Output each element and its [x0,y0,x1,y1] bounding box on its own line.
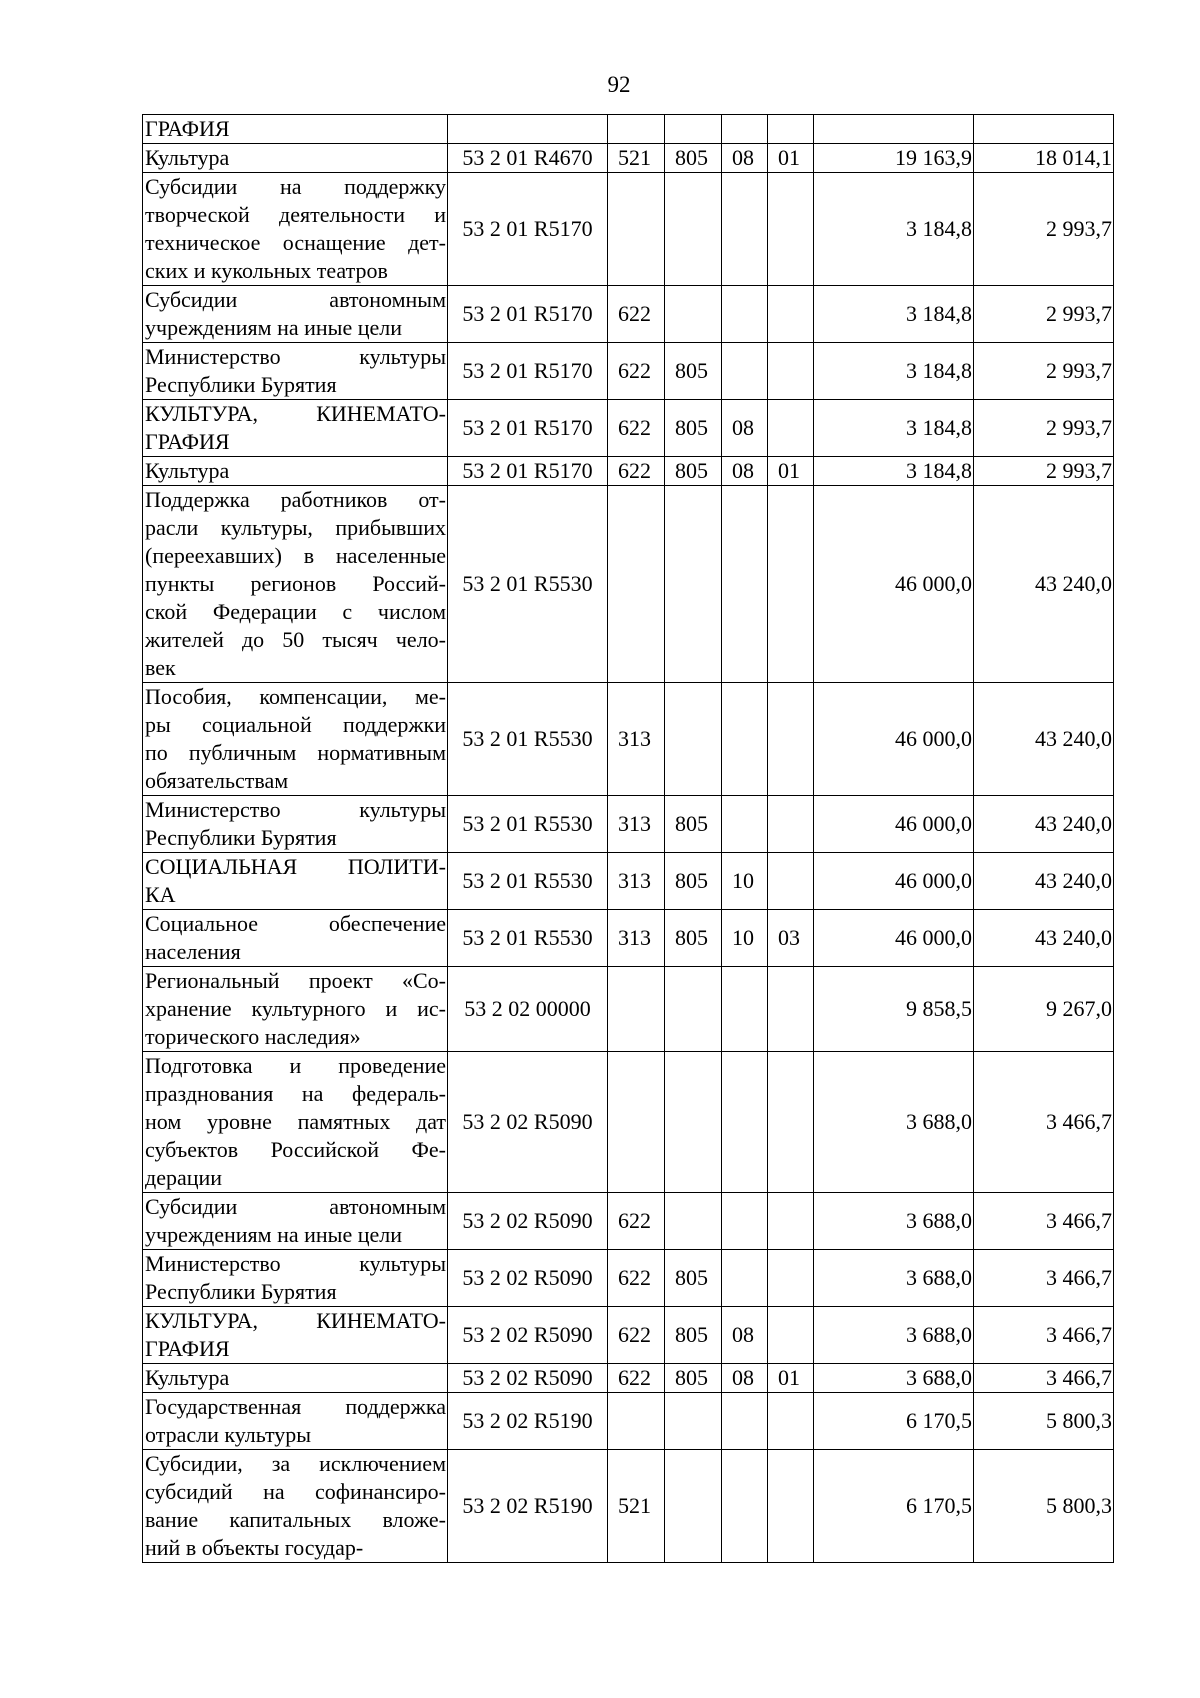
amount-year2-cell: 2 993,7 [974,400,1114,457]
amount-year1-cell: 6 170,5 [814,1393,974,1450]
target-article-cell: 53 2 02 R5090 [448,1307,608,1364]
target-article-cell: 53 2 01 R5530 [448,910,608,967]
item-name-line: Республики Бурятия [145,1279,337,1304]
section-cell [722,1393,768,1450]
table-row [143,1193,1114,1250]
target-article-cell: 53 2 02 R5090 [448,1250,608,1307]
subsection-cell [768,486,814,683]
amount-year2-cell: 2 993,7 [974,457,1114,486]
item-name-line: учреждениям на иные цели [145,315,402,340]
amount-year1-cell: 19 163,9 [814,144,974,173]
item-name-line: ской Федерации с числом [145,599,446,624]
item-name-cell [143,853,448,910]
section-cell [722,796,768,853]
item-name-line: ГРАФИЯ [145,1336,230,1361]
subsection-cell [768,1052,814,1193]
amount-year1-cell: 3 688,0 [814,1052,974,1193]
target-article-cell: 53 2 01 R5530 [448,486,608,683]
item-name-line: вание капитальных вложе- [145,1507,446,1532]
amount-year1-cell: 3 184,8 [814,457,974,486]
target-article-cell: 53 2 02 R5090 [448,1052,608,1193]
item-name-cell [143,1193,448,1250]
amount-year2-cell: 43 240,0 [974,910,1114,967]
amount-year1-cell: 46 000,0 [814,796,974,853]
table-row [143,1052,1114,1193]
section-cell: 08 [722,144,768,173]
table-row [143,1250,1114,1307]
item-name-line: ний в объекты государ- [145,1535,364,1560]
administrator-cell: 805 [665,400,722,457]
expense-type-cell: 521 [608,1450,665,1563]
target-article-cell: 53 2 01 R5170 [448,400,608,457]
item-name-line: дерации [145,1165,223,1190]
amount-year2-cell: 3 466,7 [974,1364,1114,1393]
target-article-cell: 53 2 01 R5170 [448,343,608,400]
item-name-line: ГРАФИЯ [145,116,230,141]
amount-year2-cell: 43 240,0 [974,683,1114,796]
table-row [143,144,1114,173]
item-name-line: хранение культурного и ис- [145,996,446,1021]
item-name-line: КУЛЬТУРА, КИНЕМАТО- [145,401,446,426]
section-cell [722,486,768,683]
item-name-cell [143,1364,448,1393]
administrator-cell: 805 [665,1250,722,1307]
amount-year1-cell: 46 000,0 [814,683,974,796]
item-name-line: техническое оснащение дет- [145,230,446,255]
section-cell [722,1052,768,1193]
item-name-line: Субсидии автономным [145,287,446,312]
expense-type-cell: 622 [608,1364,665,1393]
item-name-line: Социальное обеспечение [145,911,446,936]
section-cell: 08 [722,1364,768,1393]
amount-year1-cell: 46 000,0 [814,910,974,967]
item-name-cell [143,796,448,853]
item-name-line: субсидий на софинансиро- [145,1479,446,1504]
item-name-line: ры социальной поддержки [145,712,446,737]
amount-year1-cell: 9 858,5 [814,967,974,1052]
section-cell: 10 [722,853,768,910]
expense-type-cell: 622 [608,400,665,457]
item-name-line: Министерство культуры [145,1251,446,1276]
section-cell [722,286,768,343]
subsection-cell [768,343,814,400]
item-name-line: Субсидии автономным [145,1194,446,1219]
administrator-cell: 805 [665,343,722,400]
expense-type-cell: 622 [608,286,665,343]
amount-year2-cell: 43 240,0 [974,486,1114,683]
expense-type-cell: 521 [608,144,665,173]
item-name-line: отрасли культуры [145,1422,312,1447]
administrator-cell [665,967,722,1052]
item-name-line: торического наследия» [145,1024,361,1049]
target-article-cell [448,115,608,144]
table-row [143,683,1114,796]
item-name-line: субъектов Российской Фе- [145,1137,446,1162]
item-name-line: ном уровне памятных дат [145,1109,446,1134]
expense-type-cell: 622 [608,457,665,486]
amount-year1-cell: 3 688,0 [814,1307,974,1364]
section-cell [722,173,768,286]
section-cell [722,343,768,400]
amount-year2-cell: 43 240,0 [974,853,1114,910]
item-name-line: пункты регионов Россий- [145,571,446,596]
expense-type-cell: 313 [608,683,665,796]
subsection-cell [768,1193,814,1250]
item-name-line: празднования на федераль- [145,1081,446,1106]
amount-year2-cell: 2 993,7 [974,173,1114,286]
target-article-cell: 53 2 01 R5530 [448,853,608,910]
table-row [143,910,1114,967]
expense-type-cell: 313 [608,853,665,910]
subsection-cell [768,115,814,144]
item-name-line: Поддержка работников от- [145,487,446,512]
item-name-line: КУЛЬТУРА, КИНЕМАТО- [145,1308,446,1333]
amount-year2-cell: 2 993,7 [974,343,1114,400]
target-article-cell: 53 2 02 R5090 [448,1193,608,1250]
expense-type-cell: 622 [608,343,665,400]
target-article-cell: 53 2 01 R5530 [448,683,608,796]
expense-type-cell: 313 [608,910,665,967]
amount-year2-cell: 3 466,7 [974,1250,1114,1307]
section-cell: 08 [722,1307,768,1364]
amount-year2-cell: 5 800,3 [974,1450,1114,1563]
expense-type-cell: 622 [608,1307,665,1364]
amount-year1-cell: 3 688,0 [814,1364,974,1393]
amount-year2-cell: 9 267,0 [974,967,1114,1052]
section-cell [722,683,768,796]
section-cell [722,115,768,144]
target-article-cell: 53 2 02 00000 [448,967,608,1052]
administrator-cell [665,1052,722,1193]
amount-year1-cell: 3 688,0 [814,1193,974,1250]
subsection-cell [768,1307,814,1364]
subsection-cell: 01 [768,144,814,173]
item-name-line: расли культуры, прибывших [145,515,446,540]
amount-year2-cell: 3 466,7 [974,1193,1114,1250]
item-name-line: Культура [145,145,230,170]
administrator-cell: 805 [665,853,722,910]
administrator-cell: 805 [665,1307,722,1364]
administrator-cell: 805 [665,144,722,173]
table-row [143,115,1114,144]
budget-table-body [143,115,1114,1563]
item-name-line: Министерство культуры [145,797,446,822]
item-name-cell [143,1450,448,1563]
item-name-line: (переехавших) в населенные [145,543,446,568]
item-name-line: творческой деятельности и [145,202,446,227]
amount-year2-cell: 3 466,7 [974,1052,1114,1193]
subsection-cell: 01 [768,457,814,486]
target-article-cell: 53 2 01 R5170 [448,173,608,286]
item-name-line: Субсидии на поддержку [145,174,446,199]
item-name-line: Республики Бурятия [145,825,337,850]
section-cell: 08 [722,400,768,457]
section-cell: 10 [722,910,768,967]
table-row [143,853,1114,910]
expense-type-cell [608,115,665,144]
amount-year2-cell [974,115,1114,144]
item-name-line: Культура [145,458,230,483]
subsection-cell [768,683,814,796]
amount-year1-cell: 3 688,0 [814,1250,974,1307]
expense-type-cell [608,967,665,1052]
item-name-line: населения [145,939,241,964]
expense-type-cell: 313 [608,796,665,853]
item-name-line: Пособия, компенсации, ме- [145,684,446,709]
item-name-line: Субсидии, за исключением [145,1451,446,1476]
target-article-cell: 53 2 02 R5190 [448,1450,608,1563]
table-row [143,796,1114,853]
target-article-cell: 53 2 01 R5530 [448,796,608,853]
item-name-line: учреждениям на иные цели [145,1222,402,1247]
subsection-cell [768,400,814,457]
section-cell [722,1450,768,1563]
page-number: 92 [607,72,631,97]
amount-year2-cell: 3 466,7 [974,1307,1114,1364]
expense-type-cell: 622 [608,1250,665,1307]
administrator-cell: 805 [665,910,722,967]
item-name-line: век [145,655,176,680]
section-cell [722,1193,768,1250]
item-name-line: по публичным нормативным [145,740,446,765]
section-cell: 08 [722,457,768,486]
item-name-cell [143,1307,448,1364]
item-name-line: Министерство культуры [145,344,446,369]
target-article-cell: 53 2 02 R5090 [448,1364,608,1393]
subsection-cell: 03 [768,910,814,967]
item-name-line: ГРАФИЯ [145,429,230,454]
table-row [143,343,1114,400]
subsection-cell [768,967,814,1052]
item-name-line: Культура [145,1365,230,1390]
administrator-cell [665,1193,722,1250]
administrator-cell [665,173,722,286]
subsection-cell [768,1250,814,1307]
budget-table [142,114,1114,1563]
table-row [143,1307,1114,1364]
amount-year1-cell: 46 000,0 [814,853,974,910]
item-name-cell [143,1052,448,1193]
section-cell [722,1250,768,1307]
subsection-cell [768,796,814,853]
administrator-cell [665,486,722,683]
subsection-cell [768,853,814,910]
item-name-cell [143,115,448,144]
table-row [143,486,1114,683]
administrator-cell [665,1393,722,1450]
amount-year1-cell: 3 184,8 [814,400,974,457]
amount-year2-cell: 43 240,0 [974,796,1114,853]
subsection-cell: 01 [768,1364,814,1393]
table-row [143,1393,1114,1450]
expense-type-cell [608,173,665,286]
item-name-cell [143,173,448,286]
table-row [143,1364,1114,1393]
item-name-cell [143,683,448,796]
item-name-cell [143,144,448,173]
target-article-cell: 53 2 01 R4670 [448,144,608,173]
target-article-cell: 53 2 02 R5190 [448,1393,608,1450]
subsection-cell [768,1393,814,1450]
item-name-cell [143,457,448,486]
amount-year2-cell: 2 993,7 [974,286,1114,343]
administrator-cell [665,1450,722,1563]
item-name-line: жителей до 50 тысяч чело- [145,627,446,652]
table-row [143,967,1114,1052]
expense-type-cell: 622 [608,1193,665,1250]
item-name-line: Региональный проект «Со- [145,968,446,993]
amount-year1-cell: 46 000,0 [814,486,974,683]
target-article-cell: 53 2 01 R5170 [448,457,608,486]
table-row [143,457,1114,486]
administrator-cell: 805 [665,457,722,486]
expense-type-cell [608,1393,665,1450]
item-name-line: Подготовка и проведение [145,1053,446,1078]
item-name-cell [143,400,448,457]
item-name-line: СОЦИАЛЬНАЯ ПОЛИТИ- [145,854,446,879]
amount-year1-cell: 3 184,8 [814,343,974,400]
item-name-cell [143,1393,448,1450]
expense-type-cell [608,1052,665,1193]
item-name-cell [143,486,448,683]
amount-year1-cell [814,115,974,144]
amount-year1-cell: 6 170,5 [814,1450,974,1563]
item-name-line: обязательствам [145,768,289,793]
amount-year2-cell: 5 800,3 [974,1393,1114,1450]
item-name-cell [143,1250,448,1307]
table-row [143,400,1114,457]
subsection-cell [768,1450,814,1563]
amount-year2-cell: 18 014,1 [974,144,1114,173]
item-name-line: ских и кукольных театров [145,258,388,283]
table-row [143,1450,1114,1563]
table-row [143,286,1114,343]
administrator-cell: 805 [665,1364,722,1393]
expense-type-cell [608,486,665,683]
item-name-line: Республики Бурятия [145,372,337,397]
item-name-cell [143,286,448,343]
administrator-cell [665,286,722,343]
amount-year1-cell: 3 184,8 [814,173,974,286]
item-name-line: КА [145,882,176,907]
amount-year1-cell: 3 184,8 [814,286,974,343]
item-name-line: Государственная поддержка [145,1394,446,1419]
section-cell [722,967,768,1052]
subsection-cell [768,173,814,286]
item-name-cell [143,967,448,1052]
administrator-cell [665,115,722,144]
subsection-cell [768,286,814,343]
table-row [143,173,1114,286]
item-name-cell [143,343,448,400]
item-name-cell [143,910,448,967]
administrator-cell: 805 [665,796,722,853]
administrator-cell [665,683,722,796]
target-article-cell: 53 2 01 R5170 [448,286,608,343]
